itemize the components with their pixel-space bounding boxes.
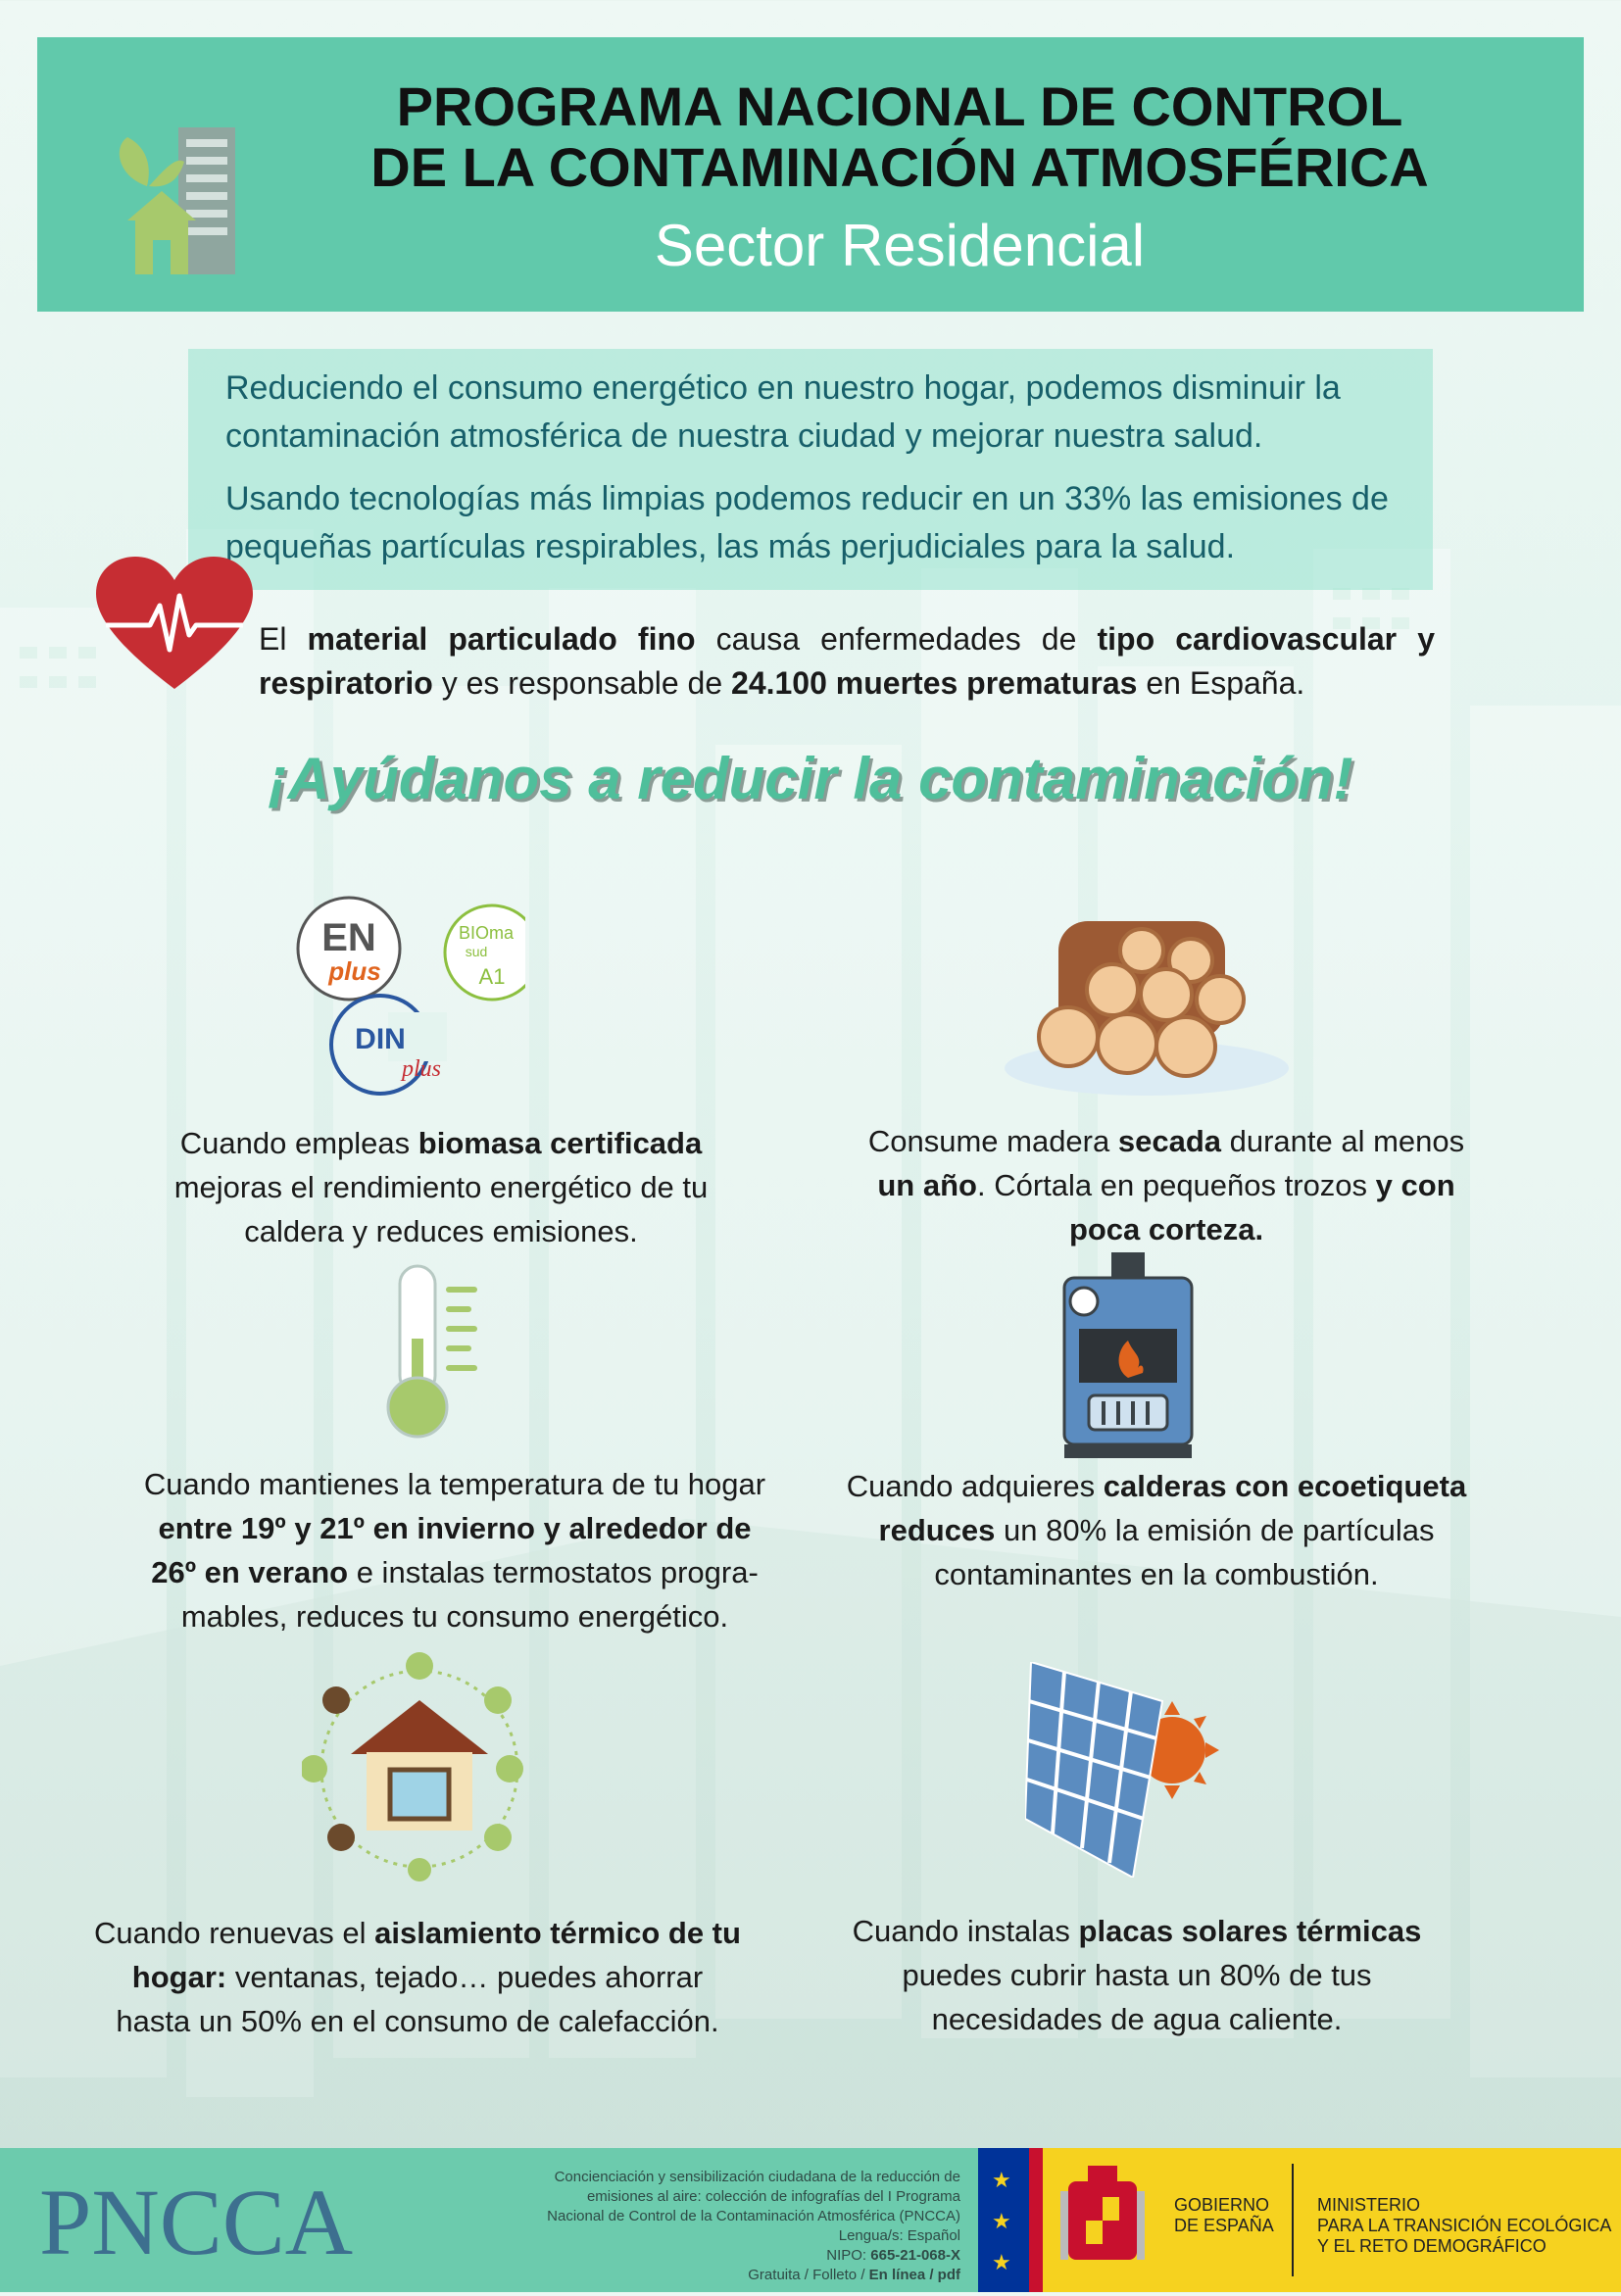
pm-text-bold: material particulado fino: [307, 621, 696, 657]
enplus-logo-text: EN: [321, 916, 376, 959]
tip-text-part: ventanas, tejado… puedes ahorrar hasta un 50% en el consumo de calefacción.: [116, 1960, 719, 2038]
biomasud-logo-text: BIOma: [458, 923, 515, 943]
solar-panel-icon: [1025, 1662, 1231, 1878]
firewood-logs-icon: [1000, 882, 1294, 1098]
biomasud-logo-grade: A1: [478, 964, 506, 989]
nipo-value: 665-21-068-X: [870, 2247, 960, 2264]
tip-text-bold: secada: [1117, 1124, 1221, 1158]
footer: [0, 2148, 1621, 2292]
slogan: ¡Ayúdanos a reducir la contaminación!: [268, 746, 1353, 811]
tip-text-part: e instalas termostatos progra-mables, reduces tu consumo energético.: [180, 1555, 759, 1634]
tip-solar: [833, 1909, 1441, 2041]
tip-text-bold: aislamiento térmico de tu hogar:: [131, 1916, 741, 1994]
enplus-logo: [298, 898, 400, 1000]
tip-text-bold: entre 19º y 21º en invierno y alrededor de 26º en verano: [151, 1511, 752, 1589]
government-block: [978, 2148, 1621, 2292]
footer-info-line: Nacional de Control de la Contaminación Atmosférica (PNCCA): [547, 2208, 960, 2224]
tip-text-part: mejoras el rendimiento energético de tu caldera y reduces emisiones.: [173, 1170, 709, 1248]
dinplus-logo: [331, 996, 447, 1094]
tip-text-bold: calderas con ecoetiqueta reduces: [878, 1469, 1467, 1547]
footer-format: [402, 2266, 960, 2285]
coat-of-arms-icon: [1058, 2162, 1147, 2277]
pm-text-part: El: [259, 621, 308, 657]
tip-text-bold: placas solares térmicas: [1078, 1914, 1422, 1948]
header-title-line1: PROGRAMA NACIONAL DE CONTROL: [396, 75, 1403, 137]
tip-text-bold: un año: [877, 1168, 977, 1202]
tip-text-part: un 80% la emisión de partículas contaminantes en la combustión.: [934, 1513, 1435, 1591]
svg-text:★: ★: [992, 2169, 1011, 2193]
format-text-bold: En línea / pdf: [868, 2267, 960, 2283]
tip-text-part: Cuando empleas: [179, 1126, 418, 1160]
footer-nipo: [402, 2246, 960, 2266]
divider: [1292, 2164, 1294, 2276]
tip-text-bold: biomasa certificada: [418, 1126, 703, 1160]
ministerio-line: PARA LA TRANSICIÓN ECOLÓGICA: [1317, 2216, 1612, 2235]
spain-flag-strip: [1029, 2148, 1043, 2292]
eu-flag: [978, 2148, 1029, 2292]
tip-text-part: Cuando mantienes la temperatura de tu hogar: [143, 1467, 766, 1501]
biomasud-logo: [445, 905, 525, 1000]
format-text: Gratuita / Folleto /: [748, 2267, 869, 2283]
ministerio-line: Y EL RETO DEMOGRÁFICO: [1317, 2236, 1547, 2256]
home-insulation-icon: [302, 1646, 537, 1881]
intro-box: [188, 349, 1433, 590]
ministerio-label: [1317, 2195, 1611, 2257]
tip-text-part: Cuando instalas: [852, 1914, 1079, 1948]
gobierno-line: DE ESPAÑA: [1174, 2216, 1274, 2235]
tip-text-bold: y con poca corteza.: [1068, 1168, 1455, 1246]
intro-paragraph-1: Reduciendo el consumo energético en nuestro hogar, podemos disminuir la contaminación atmosférica de nuestra ciudad y mejorar nuestra salud.: [225, 369, 1341, 455]
gobierno-line: GOBIERNO: [1174, 2195, 1270, 2215]
header-banner: [37, 37, 1584, 312]
pm-text-part: y es responsable de: [432, 665, 732, 701]
thermometer-icon: [359, 1260, 486, 1446]
footer-info-line: Lengua/s: Español: [838, 2227, 960, 2244]
eu-stars-icon: [978, 2148, 1029, 2292]
header-title-line2: DE LA CONTAMINACIÓN ATMOSFÉRICA: [370, 136, 1429, 198]
footer-info: [402, 2168, 960, 2285]
gobierno-label: [1174, 2195, 1274, 2236]
tip-temperature: [141, 1462, 768, 1638]
pm-text-part: causa enfermedades de: [695, 621, 1098, 657]
footer-info-line: emisiones al aire: colección de infografías del I Programa: [586, 2188, 960, 2205]
particulate-matter-text: [259, 617, 1435, 706]
enplus-logo-subtext: plus: [328, 956, 381, 986]
tip-text-part: Cuando renuevas el: [94, 1916, 375, 1950]
tip-insulation: [94, 1911, 741, 2043]
dinplus-logo-text: DIN: [355, 1023, 406, 1055]
footer-info-line: Concienciación y sensibilización ciudadana de la reducción de: [554, 2169, 960, 2185]
dinplus-logo-subtext: plus: [401, 1056, 442, 1082]
tip-biomass: [137, 1121, 745, 1253]
tip-text-part: . Córtala en pequeños trozos: [976, 1168, 1376, 1202]
header-subtitle: Sector Residencial: [654, 213, 1146, 278]
tip-text-part: durante al menos: [1221, 1124, 1465, 1158]
tip-boiler: [813, 1464, 1499, 1596]
tip-text-part: puedes cubrir hasta un 80% de tus necesidades de agua caliente.: [902, 1958, 1372, 2036]
tip-wood: [853, 1119, 1480, 1251]
tip-text-part: Cuando adquieres: [846, 1469, 1104, 1503]
svg-text:★: ★: [992, 2210, 1011, 2234]
biomasud-logo-subtext: sud: [465, 944, 488, 959]
pncca-logo-text: PNCCA: [39, 2170, 354, 2274]
boiler-icon: [1055, 1250, 1202, 1466]
svg-text:★: ★: [992, 2251, 1011, 2275]
certification-logos: [290, 890, 525, 1105]
ministerio-line: MINISTERIO: [1317, 2195, 1421, 2215]
pm-text-part: en España.: [1137, 665, 1305, 701]
pm-text-bold: 24.100 muertes prematuras: [731, 665, 1138, 701]
tip-text-part: Consume madera: [867, 1124, 1118, 1158]
heart-pulse-icon: [96, 557, 253, 694]
nipo-label: NIPO:: [826, 2247, 871, 2264]
intro-paragraph-2: Usando tecnologías más limpias podemos reducir en un 33% las emisiones de pequeñas partículas respirables, las más perjudiciales para la salud.: [225, 480, 1389, 565]
pm-text-bold: tipo cardiovascular y respiratorio: [259, 621, 1436, 701]
